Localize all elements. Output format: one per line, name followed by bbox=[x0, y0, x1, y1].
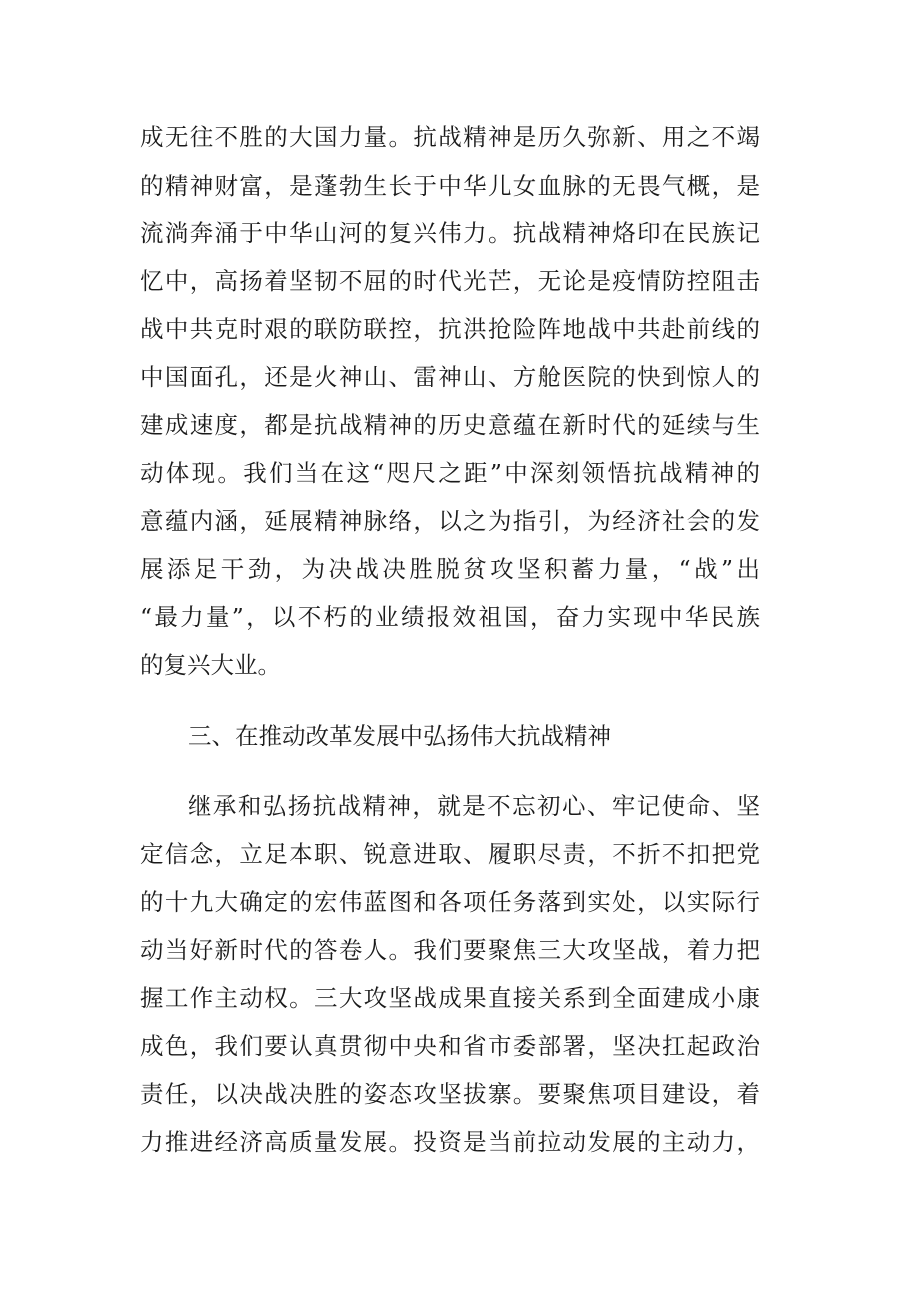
paragraph-1-line-1: 成无往不胜的大国力量。抗战精神是历久弥新、用之不竭 bbox=[140, 123, 760, 151]
paragraph-1-line-5: 战中共克时艰的联防联控，抗洪抢险阵地战中共赴前线的 bbox=[140, 315, 760, 343]
section-heading: 三、在推动改革发展中弘扬伟大抗战精神 bbox=[188, 722, 611, 750]
paragraph-2-line-3: 的十九大确定的宏伟蓝图和各项任务落到实处，以实际行 bbox=[140, 888, 760, 916]
paragraph-2-line-6: 成色，我们要认真贯彻中央和省市委部署，坚决扛起政治 bbox=[140, 1032, 760, 1060]
paragraph-2-line-7: 责任，以决战决胜的姿态攻坚拔寨。要聚焦项目建设，着 bbox=[140, 1080, 760, 1108]
paragraph-1-line-7: 建成速度，都是抗战精神的历史意蕴在新时代的延续与生 bbox=[140, 411, 760, 439]
paragraph-1-line-3: 流淌奔涌于中华山河的复兴伟力。抗战精神烙印在民族记 bbox=[140, 219, 760, 247]
paragraph-1-line-10: 展添足干劲，为决战决胜脱贫攻坚积蓄力量，“战”出 bbox=[140, 555, 760, 583]
paragraph-2-line-5: 握工作主动权。三大攻坚战成果直接关系到全面建成小康 bbox=[140, 984, 760, 1012]
paragraph-1-line-12: 的复兴大业。 bbox=[140, 651, 281, 679]
paragraph-2-line-1: 继承和弘扬抗战精神，就是不忘初心、牢记使命、坚 bbox=[188, 792, 760, 820]
paragraph-1-line-8: 动体现。我们当在这“咫尺之距”中深刻领悟抗战精神的 bbox=[140, 459, 760, 487]
paragraph-2-line-8: 力推进经济高质量发展。投资是当前拉动发展的主动力， bbox=[140, 1128, 760, 1156]
paragraph-2-line-4: 动当好新时代的答卷人。我们要聚焦三大攻坚战，着力把 bbox=[140, 936, 760, 964]
paragraph-1-line-11: “最力量”，以不朽的业绩报效祖国，奋力实现中华民族 bbox=[140, 603, 760, 631]
paragraph-1-line-2: 的精神财富，是蓬勃生长于中华儿女血脉的无畏气概，是 bbox=[140, 172, 760, 200]
paragraph-1-line-9: 意蕴内涵，延展精神脉络，以之为指引，为经济社会的发 bbox=[140, 507, 760, 535]
paragraph-1-line-6: 中国面孔，还是火神山、雷神山、方舱医院的快到惊人的 bbox=[140, 363, 760, 391]
paragraph-1-line-4: 忆中，高扬着坚韧不屈的时代光芒，无论是疫情防控阻击 bbox=[140, 267, 760, 295]
paragraph-2-line-2: 定信念，立足本职、锐意进取、履职尽责，不折不扣把党 bbox=[140, 840, 760, 868]
